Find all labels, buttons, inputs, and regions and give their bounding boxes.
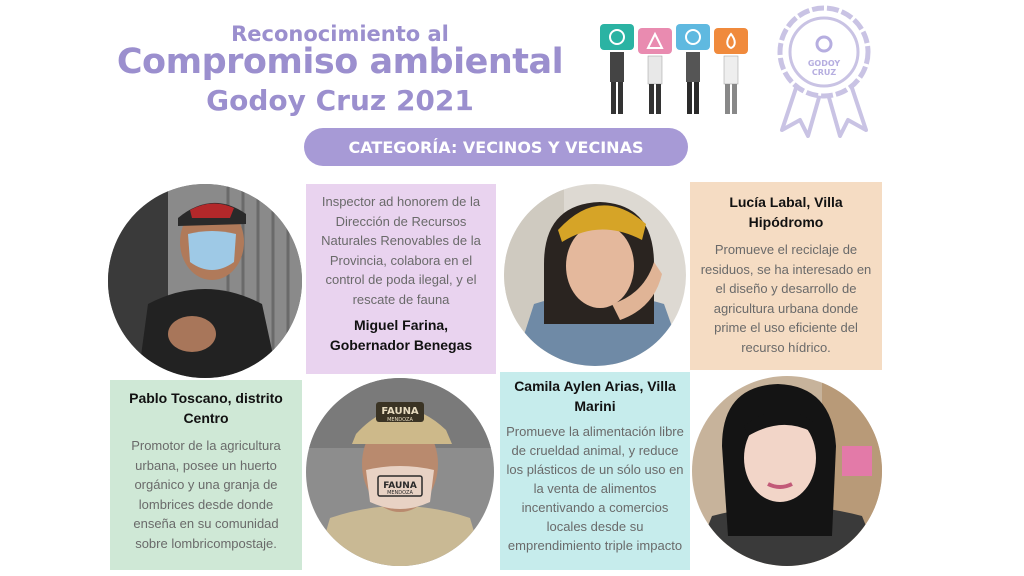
person-description: Promotor de la agricultura urbana, posee un huerto orgánico y una granja de lombrices desde donde enseña en su comunidad sobre lombricompostaje. <box>131 438 281 551</box>
title-line-3: Godoy Cruz 2021 <box>206 84 474 117</box>
person-name: Pablo Toscano, distrito Centro <box>129 390 283 426</box>
badge-text-line-2: CRUZ <box>811 68 837 77</box>
photo-lucia-labal <box>504 184 686 366</box>
title-line-1: Reconocimiento al <box>231 22 449 46</box>
card-lucia-labal <box>690 182 882 370</box>
photo-miguel-farina <box>108 184 302 378</box>
cap-text-line-1: FAUNA <box>381 406 419 417</box>
person-description: Promueve el reciclaje de residuos, se ha interesado en el diseño y desarrollo de agricultura urbana donde prime el uso eficiente del recurso hídrico. <box>700 242 872 355</box>
person-name: Miguel Farina, Gobernador Benegas <box>329 317 473 353</box>
mask-text-line-2: MENDOZA <box>387 490 413 496</box>
person-description: Inspector ad honorem de la Dirección de Recursos Naturales Renovables de la Provincia, colabora en el control de poda ilegal, y el rescate de fauna <box>321 194 481 307</box>
cap-text-line-2: MENDOZA <box>387 417 413 423</box>
card-pablo-toscano <box>110 380 302 570</box>
category-pill: CATEGORÍA: VECINOS Y VECINAS <box>304 128 688 166</box>
person-name: Camila Aylen Arias, Villa Marini <box>514 378 676 414</box>
person-name: Lucía Labal, Villa Hipódromo <box>729 194 843 230</box>
photo-pablo-toscano <box>306 378 494 566</box>
card-miguel-farina <box>306 184 496 374</box>
photo-camila-arias <box>692 376 882 566</box>
person-description: Promueve la alimentación libre de crueldad animal, y reduce los plásticos de un sólo uso en la venta de alimentos incentivando a comercios locales desde su emprendimiento triple impacto <box>506 424 684 553</box>
badge-text-line-1: GODOY <box>807 59 841 68</box>
mask-text-line-1: FAUNA <box>383 481 417 491</box>
title-line-2: Compromiso ambiental <box>116 42 564 82</box>
award-rosette <box>768 2 880 138</box>
card-camila-arias <box>500 372 690 570</box>
people-signs-illustration <box>596 20 756 120</box>
